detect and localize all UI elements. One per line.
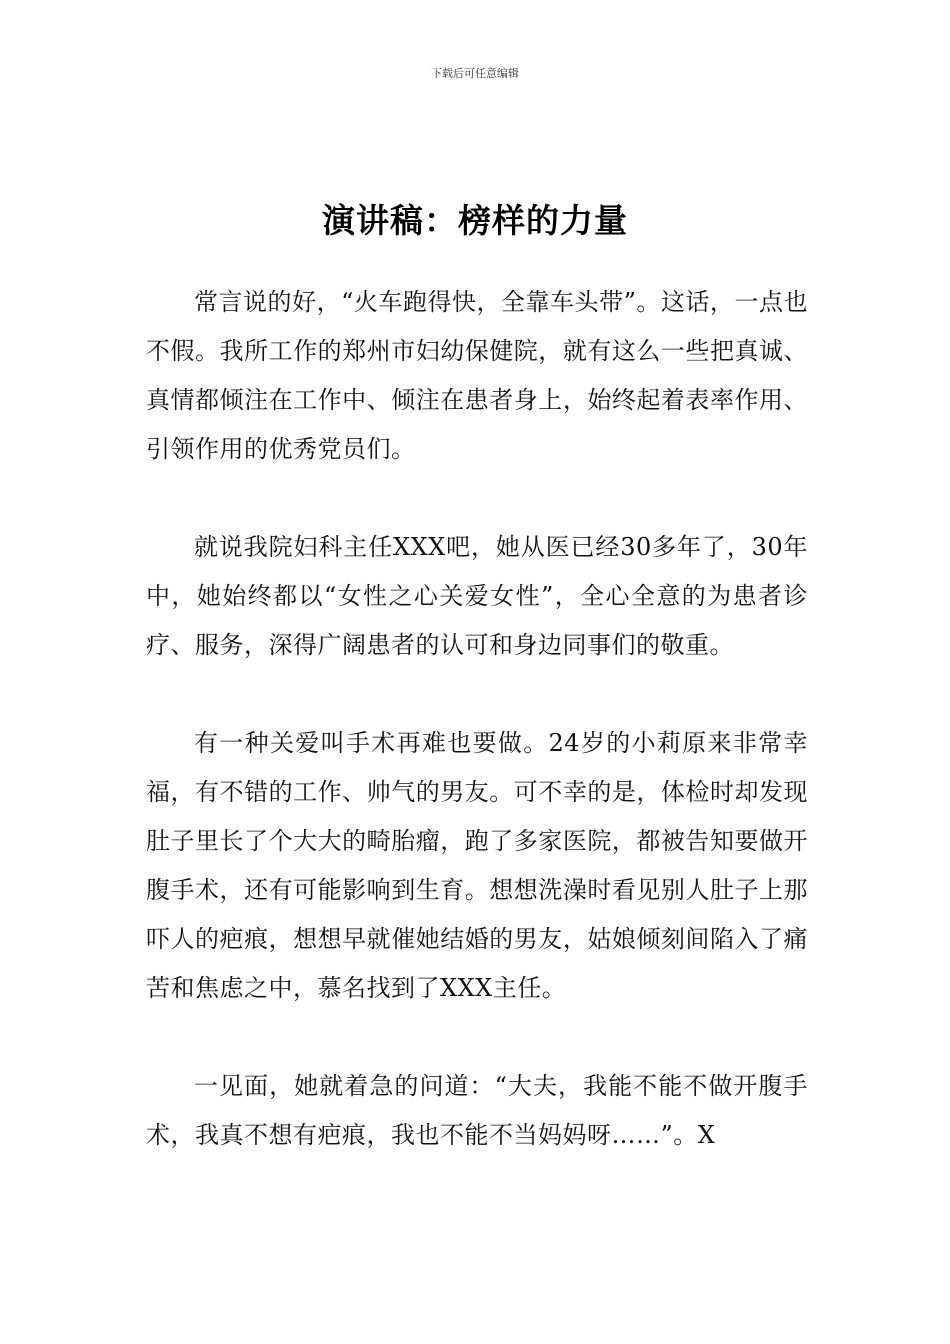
header-note: 下载后可任意编辑	[431, 67, 519, 80]
document-body	[146, 278, 808, 1209]
paragraph-2: 就说我院妇科主任XXX吧，她从医已经30多年了，30年中，她始终都以“女性之心关爱女性”，全心全意的为患者诊疗、服务，深得广阔患者的认可和身边同事们的敬重。	[146, 533, 808, 659]
paragraph-3: 有一种关爱叫手术再难也要做。24岁的小莉原来非常幸福，有不错的工作、帅气的男友。可不幸的是，体检时却发现肚子里长了个大大的畸胎瘤，跑了多家医院，都被告知要做开腹手术，还有可能影响到生育。想想洗澡时看见别人肚子上那吓人的疤痕，想想早就催她结婚的男友，姑娘倾刻间陷入了痛苦和焦虑之中，慕名找到了XXX主任。	[146, 729, 808, 1002]
paragraph-4: 一见面，她就着急的问道：“大夫，我能不能不做开腹手术，我真不想有疤痕，我也不能不当妈妈呀……”。X	[146, 1072, 808, 1149]
document-title: 演讲稿：榜样的力量	[322, 201, 628, 241]
paragraph-1: 常言说的好，“火车跑得快，全靠车头带”。这话，一点也不假。我所工作的郑州市妇幼保健院，就有这么一些把真诚、真情都倾注在工作中、倾注在患者身上，始终起着表率作用、引领作用的优秀党员们。	[146, 288, 808, 463]
